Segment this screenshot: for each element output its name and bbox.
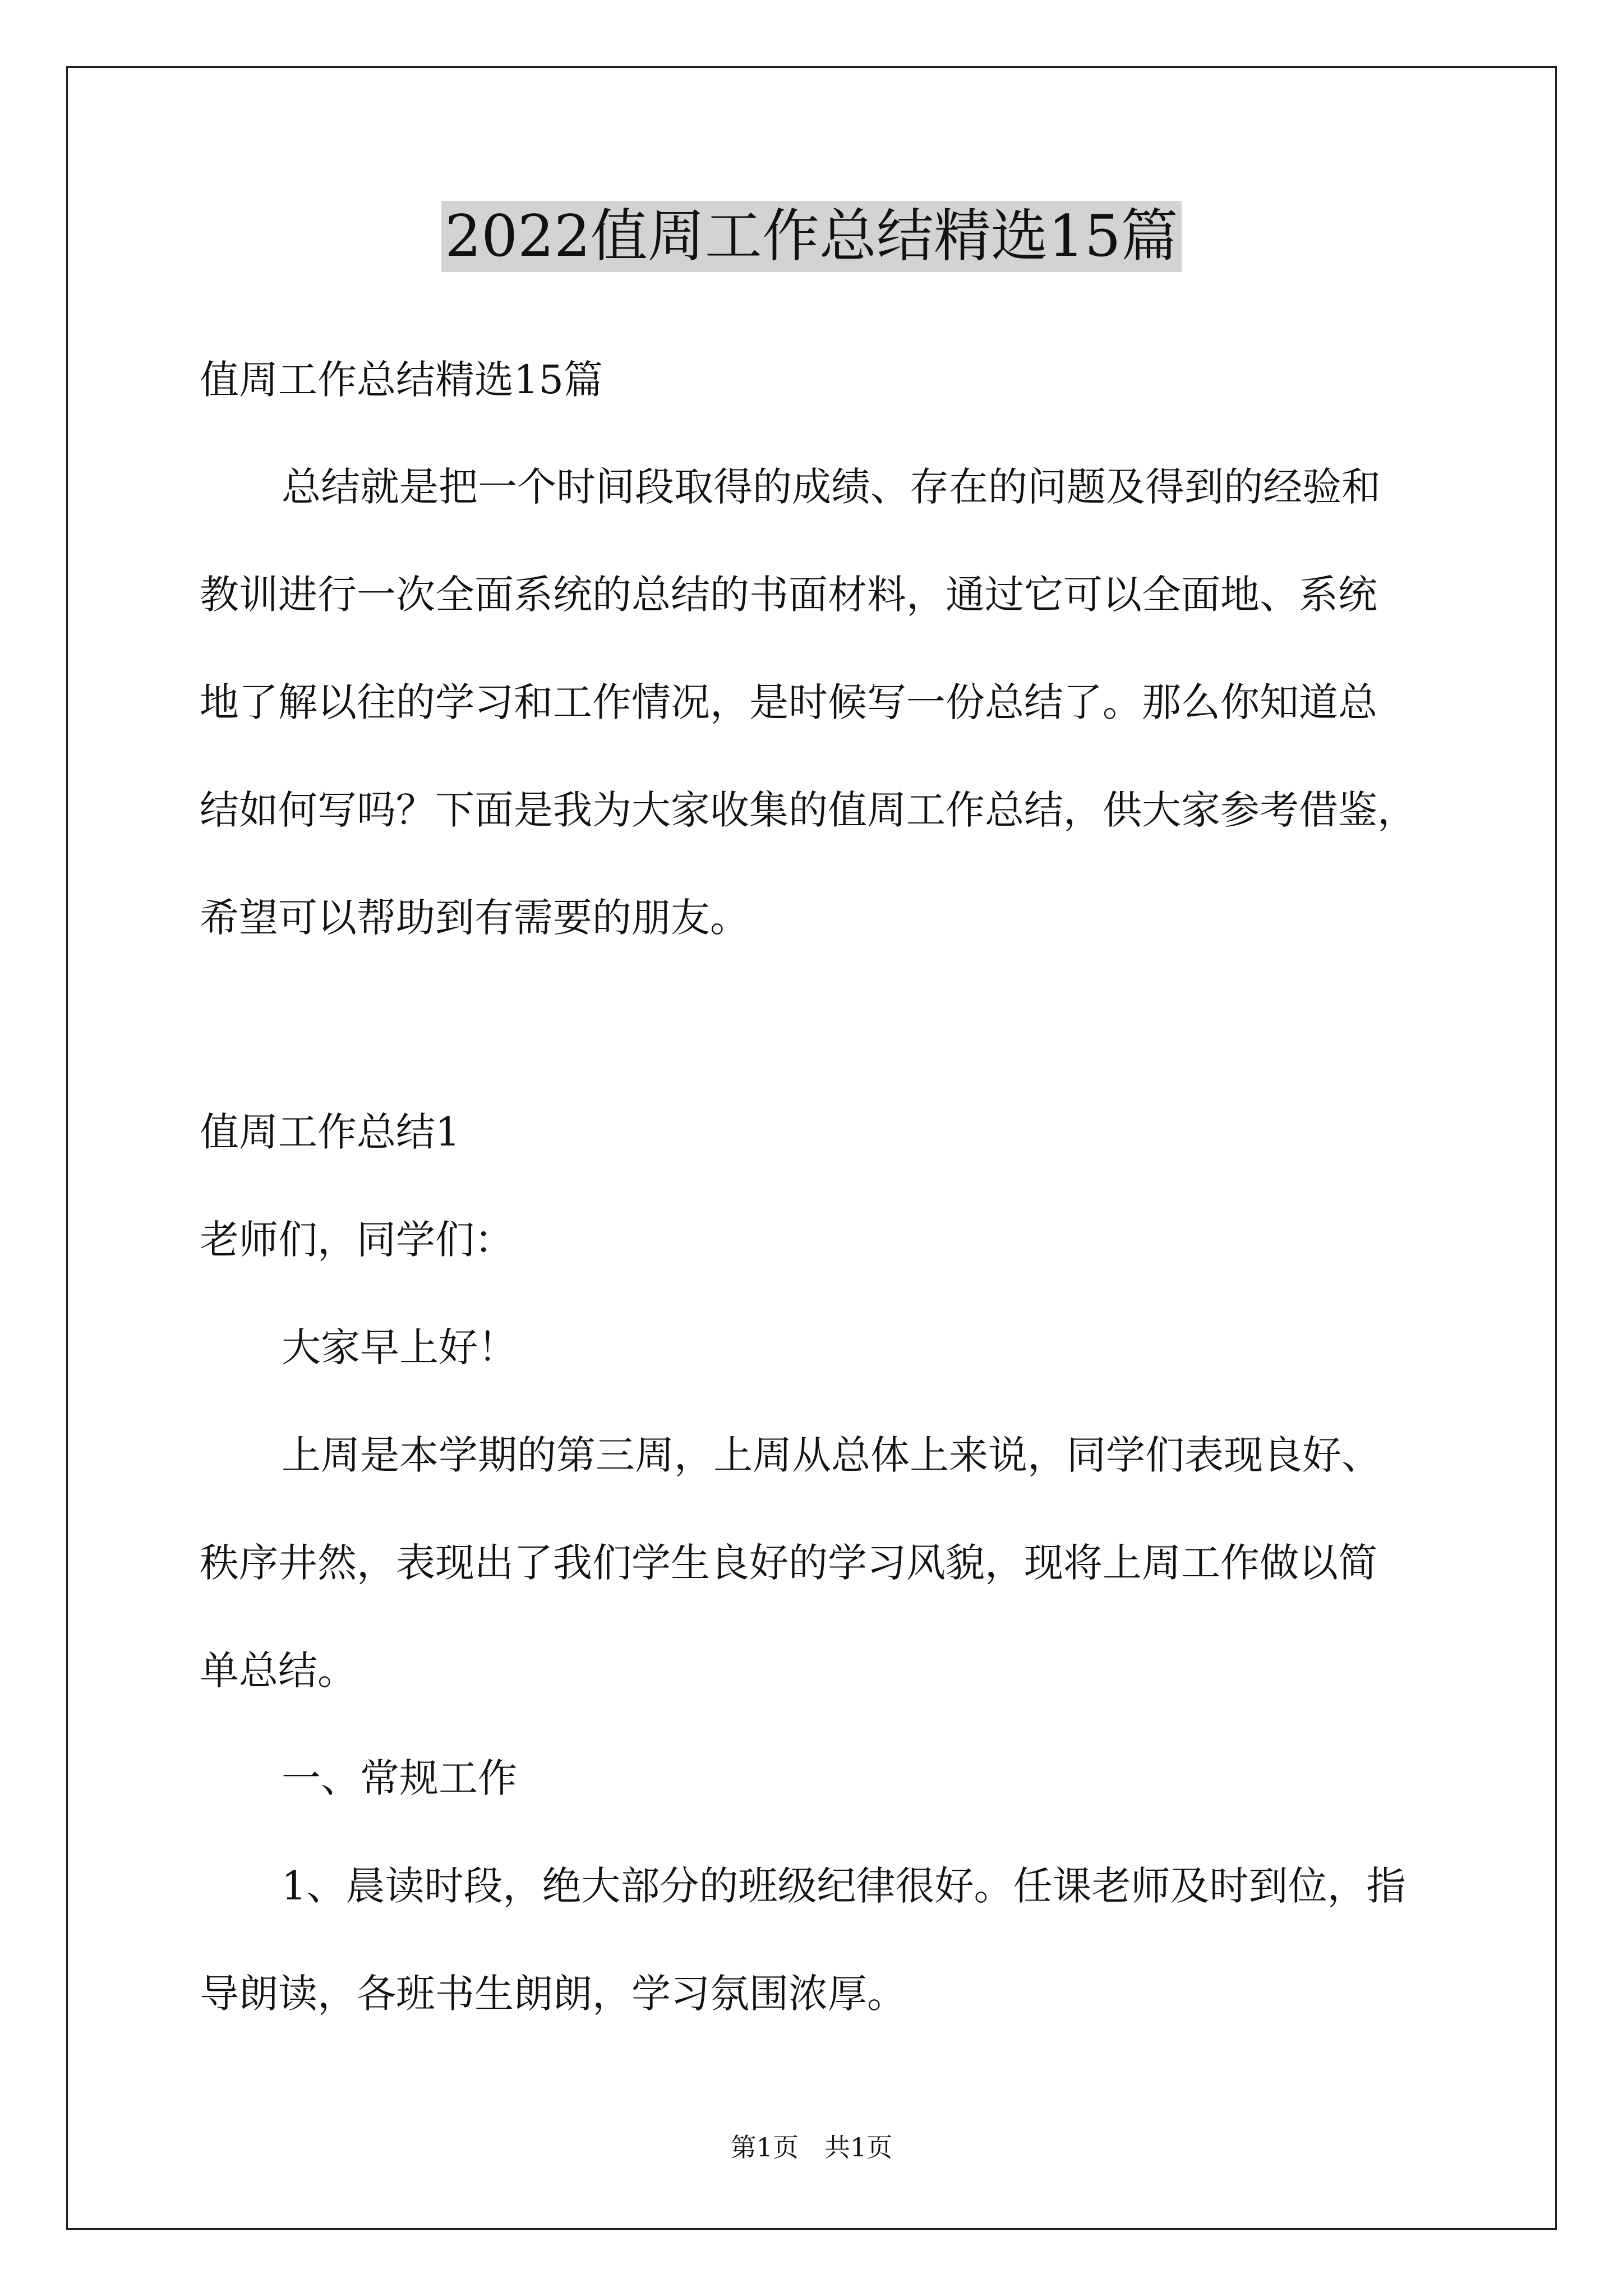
intro-line-4: 结如何写吗？下面是我为大家收集的值周工作总结，供大家参考借鉴， bbox=[200, 787, 1417, 833]
subtitle: 值周工作总结精选15篇 bbox=[200, 357, 603, 403]
intro-line-1: 总结就是把一个时间段取得的成绩、存在的问题及得到的经验和 bbox=[282, 464, 1381, 510]
intro-line-5: 希望可以帮助到有需要的朋友。 bbox=[200, 895, 749, 941]
subheading: 一、常规工作 bbox=[282, 1755, 517, 1801]
intro-line-2: 教训进行一次全面系统的总结的书面材料，通过它可以全面地、系统 bbox=[200, 572, 1377, 618]
item-line-2: 导朗读，各班书生朗朗，学习氛围浓厚。 bbox=[200, 1971, 906, 2017]
page-footer: 第1页 共1页 bbox=[730, 2132, 893, 2162]
salutation: 老师们，同学们： bbox=[200, 1217, 514, 1263]
section-heading: 值周工作总结1 bbox=[200, 1109, 460, 1155]
document-title bbox=[0, 197, 1623, 276]
item-line-1: 1、晨读时段，绝大部分的班级纪律很好。任课老师及时到位，指 bbox=[282, 1863, 1406, 1909]
body-line-1: 上周是本学期的第三周，上周从总体上来说，同学们表现良好、 bbox=[282, 1432, 1381, 1478]
document-title-text: 2022值周工作总结精选15篇 bbox=[441, 201, 1181, 272]
intro-line-3: 地了解以往的学习和工作情况，是时候写一份总结了。那么你知道总 bbox=[200, 679, 1377, 725]
greeting: 大家早上好！ bbox=[282, 1324, 517, 1370]
body-line-2: 秩序井然，表现出了我们学生良好的学习风貌，现将上周工作做以简 bbox=[200, 1540, 1377, 1586]
body-line-3: 单总结。 bbox=[200, 1648, 357, 1694]
